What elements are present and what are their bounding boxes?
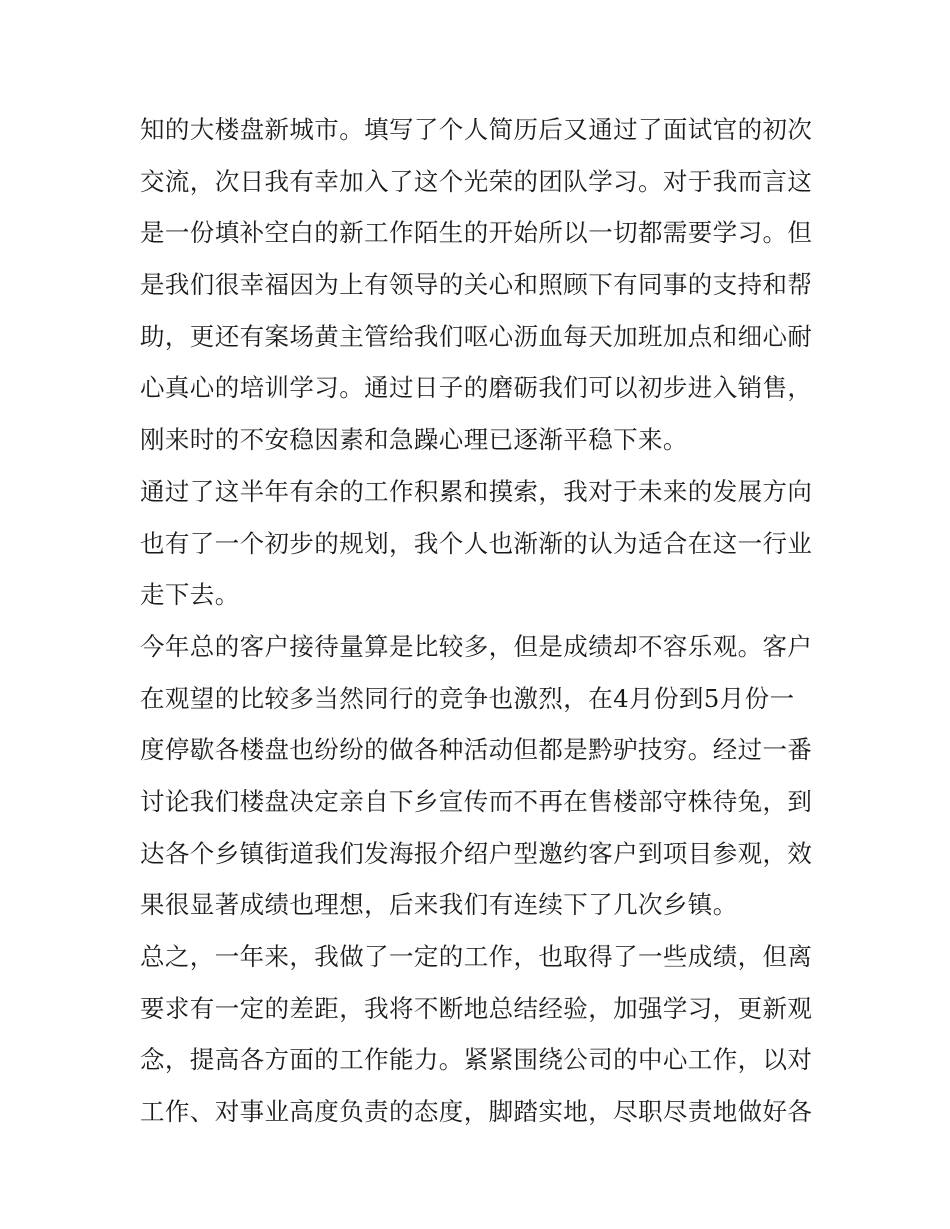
text-line: 在观望的比较多当然同行的竞争也激烈，在4月份到5月份一 (140, 683, 795, 713)
text-line: 通过了这半年有余的工作积累和摸索，我对于未来的发展方向 (140, 476, 813, 506)
text-line: 今年总的客户接待量算是比较多，但是成绩却不容乐观。客户 (140, 631, 813, 661)
text-line: 工作、对事业高度负责的态度，脚踏实地，尽职尽责地做好各 (140, 1097, 813, 1127)
text-line: 交流，次日我有幸加入了这个光荣的团队学习。对于我而言这 (140, 166, 813, 196)
text-line: 心真心的培训学习。通过日子的磨砺我们可以初步进入销售， (140, 373, 813, 403)
text-line: 走下去。 (140, 580, 240, 610)
text-line: 知的大楼盘新城市。填写了个人简历后又通过了面试官的初次 (140, 115, 813, 144)
text-line: 念，提高各方面的工作能力。紧紧围绕公司的中心工作，以对 (140, 1045, 813, 1075)
text-line: 讨论我们楼盘决定亲自下乡宣传而不再在售楼部守株待兔，到 (140, 786, 813, 816)
text-line: 总之，一年来，我做了一定的工作，也取得了一些成绩，但离 (140, 942, 813, 971)
text-line: 达各个乡镇街道我们发海报介绍户型邀约客户到项目参观，效 (140, 838, 813, 868)
text-line: 也有了一个初步的规划，我个人也渐渐的认为适合在这一行业 (140, 528, 813, 558)
text-line: 刚来时的不安稳因素和急躁心理已逐渐平稳下来。 (140, 425, 688, 455)
text-line: 要求有一定的差距，我将不断地总结经验，加强学习，更新观 (140, 993, 813, 1023)
text-line: 助，更还有案场黄主管给我们呕心沥血每天加班加点和细心耐 (140, 321, 813, 351)
body-text (140, 104, 820, 1138)
text-line: 是一份填补空白的新工作陌生的开始所以一切都需要学习。但 (140, 218, 813, 248)
text-line: 度停歇各楼盘也纷纷的做各种活动但都是黔驴技穷。经过一番 (140, 735, 813, 765)
text-line: 是我们很幸福因为上有领导的关心和照顾下有同事的支持和帮 (140, 270, 813, 300)
text-line: 果很显著成绩也理想，后来我们有连续下了几次乡镇。 (140, 890, 738, 920)
